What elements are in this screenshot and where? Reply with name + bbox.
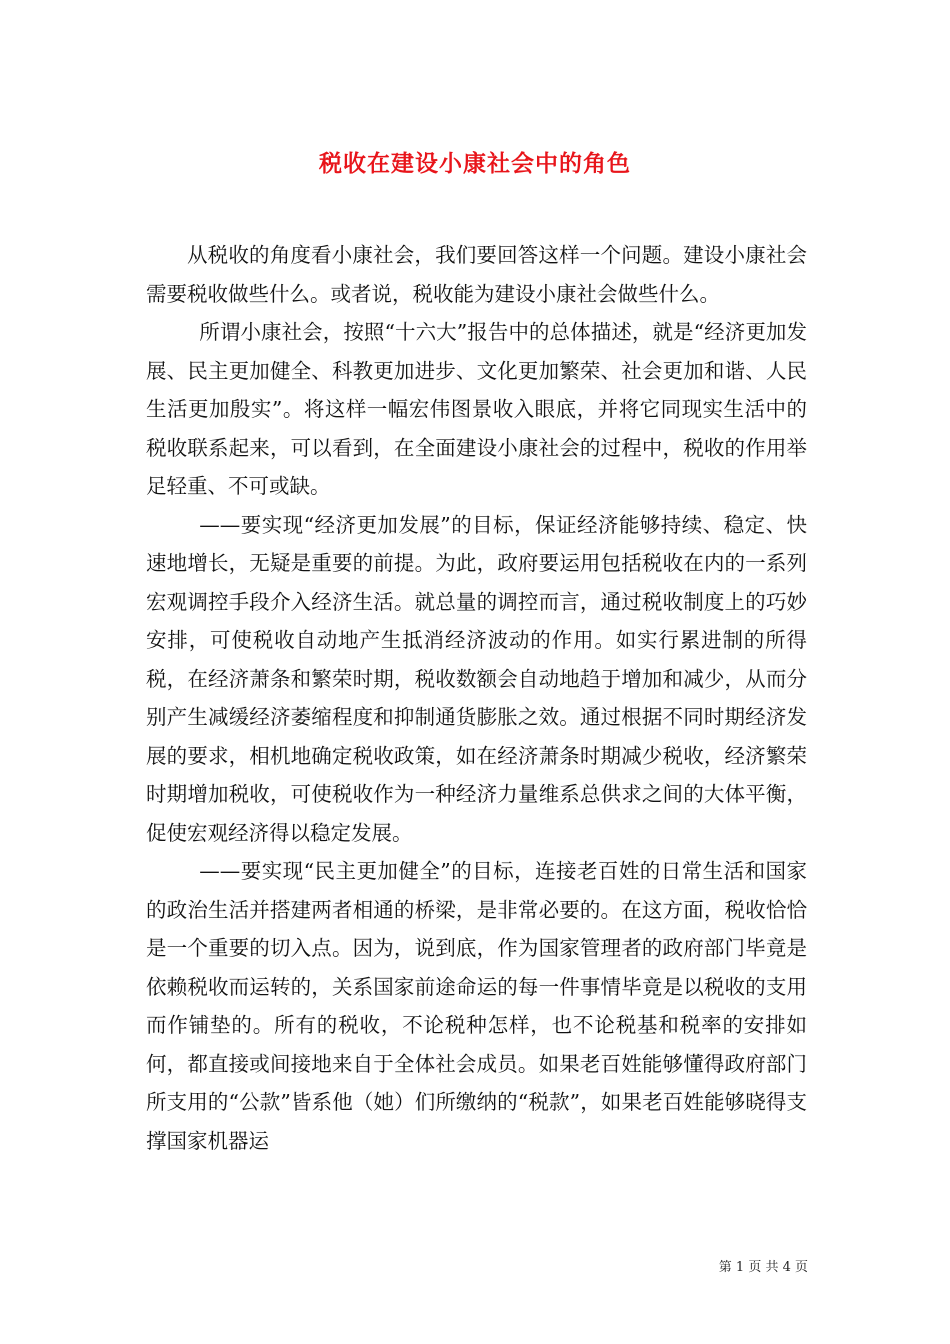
page-number: 第 1 页 共 4 页 bbox=[718, 1260, 808, 1275]
paragraph-intro: 从税收的角度看小康社会，我们要回答这样一个问题。建设小康社会需要税收做些什么。或者说，税收能为建设小康社会做些什么。 bbox=[146, 243, 807, 306]
paragraph-democracy: ——要实现“民主更加健全”的目标，连接老百姓的日常生活和国家的政治生活并搭建两者相通的桥梁，是非常必要的。在这方面，税收恰恰是一个重要的切入点。因为，说到底，作为国家管理者的政府部门毕竟是依赖税收而运转的，关系国家前途命运的每一件事情毕竟是以税收的支用而作铺垫的。所有的税收，不论税种怎样，也不论税基和税率的安排如何，都直接或间接地来自于全体社会成员。如果老百姓能够懂得政府部门所支用的“公款”皆系他（她）们所缴纳的“税款”，如果老百姓能够晓得支撑国家机器运 bbox=[146, 859, 807, 1153]
document-title: 税收在建设小康社会中的角色 bbox=[319, 150, 631, 178]
paragraph-definition: 所谓小康社会，按照“十六大”报告中的总体描述，就是“经济更加发展、民主更加健全、科教更加进步、文化更加繁荣、社会更加和谐、人民生活更加殷实”。将这样一幅宏伟图景收入眼底，并将它同现实生活中的税收联系起来，可以看到，在全面建设小康社会的过程中，税收的作用举足轻重、不可或缺。 bbox=[146, 320, 807, 498]
document-body bbox=[146, 236, 807, 1160]
paragraph-economy: ——要实现“经济更加发展”的目标，保证经济能够持续、稳定、快速地增长，无疑是重要的前提。为此，政府要运用包括税收在内的一系列宏观调控手段介入经济生活。就总量的调控而言，通过税收制度上的巧妙安排，可使税收自动地产生抵消经济波动的作用。如实行累进制的所得税，在经济萧条和繁荣时期，税收数额会自动地趋于增加和减少，从而分别产生减缓经济萎缩程度和抑制通货膨胀之效。通过根据不同时期经济发展的要求，相机地确定税收政策，如在经济萧条时期减少税收，经济繁荣时期增加税收，可使税收作为一种经济力量维系总供求之间的大体平衡，促使宏观经济得以稳定发展。 bbox=[146, 512, 807, 845]
